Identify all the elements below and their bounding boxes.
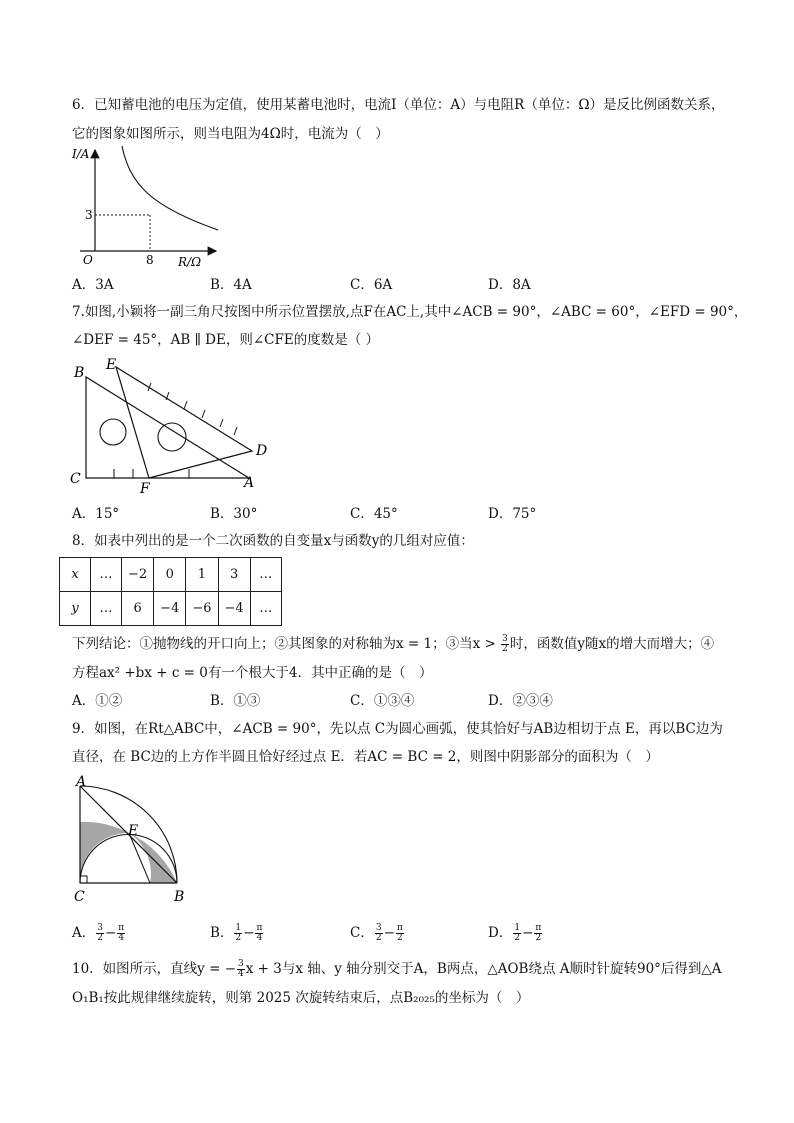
label-d: D bbox=[256, 443, 268, 459]
q7-option-b[interactable]: B．30° bbox=[210, 506, 258, 522]
table-cell: … bbox=[250, 558, 281, 592]
q8-option-a[interactable]: A．①② bbox=[72, 693, 123, 709]
q9-stem-line2: 直径，在 BC边的上方作半圆且恰好经过点 E．若AC = BC = 2，则图中阴影部分的面积为（ ） bbox=[72, 749, 659, 765]
q10-stem-line1 bbox=[72, 959, 722, 979]
q7-option-d[interactable]: D．75° bbox=[488, 506, 537, 522]
triangle-abc bbox=[86, 377, 249, 478]
q9-option-c[interactable]: C． $\frac{3}{2}$ − $\frac{\pi}{2}$ bbox=[350, 923, 403, 943]
label-e: E bbox=[128, 823, 139, 839]
q9-shaded-figure bbox=[66, 772, 196, 910]
q6-option-b[interactable]: B．4A bbox=[210, 277, 252, 293]
q8-option-b[interactable]: B．①③ bbox=[210, 693, 261, 709]
q7-stem-line2: ∠DEF = 45°，AB ∥ DE，则∠CFE的度数是（ ） bbox=[72, 332, 379, 348]
table-cell: … bbox=[91, 592, 122, 626]
table-cell: 6 bbox=[122, 592, 154, 626]
q7-option-a[interactable]: A．15° bbox=[72, 506, 120, 522]
q8-conclusions-part1: 下列结论：①抛物线的开口向上；②其图象的对称轴为x = 1；③当x > bbox=[72, 636, 501, 652]
table-cell: −6 bbox=[186, 592, 218, 626]
table-cell: −2 bbox=[122, 558, 154, 592]
q8-stem-line3: 方程ax² +bx + c = 0有一个根大于4．其中正确的是（ ） bbox=[72, 665, 433, 681]
q7-option-c[interactable]: C．45° bbox=[350, 506, 398, 522]
label-f: F bbox=[140, 481, 150, 495]
q7-stem-line1: 7.如图,小颖将一副三角尺按图中所示位置摆放,点F在AC上,其中∠ACB = 90°，∠ABC = 60°，∠EFD = 90°， bbox=[72, 304, 748, 320]
q8-conclusions-part2: 时，函数值y随x的增大而增大；④ bbox=[509, 636, 715, 652]
x-tick-label: 8 bbox=[146, 253, 154, 267]
q9-options bbox=[72, 923, 712, 943]
q9-option-a[interactable]: A． $\frac{3}{2}$ − $\frac{\pi}{4}$ bbox=[72, 923, 125, 943]
q7-options bbox=[72, 504, 712, 524]
q6-options bbox=[72, 275, 712, 295]
q9-option-b[interactable]: B． $\frac{1}{2}$ − $\frac{\pi}{4}$ bbox=[210, 923, 263, 943]
origin-label: O bbox=[83, 253, 93, 267]
q6-option-c[interactable]: C．6A bbox=[350, 277, 393, 293]
fraction-three-halves: $\frac{3}{2}$ bbox=[502, 634, 508, 654]
label-b: B bbox=[174, 889, 185, 905]
table-cell: −4 bbox=[218, 592, 250, 626]
table-cell: 3 bbox=[218, 558, 250, 592]
q10-stem-part2: x + 3与x 轴、y 轴分别交于A，B两点，△AOB绕点 A顺时针旋转90°后得到△A bbox=[245, 961, 722, 977]
table-row bbox=[60, 592, 282, 626]
table-cell: x bbox=[60, 558, 91, 592]
table-cell: −4 bbox=[154, 592, 186, 626]
q8-stem-line2 bbox=[72, 634, 714, 654]
q6-stem-line2: 它的图象如图所示，则当电阻为4Ω时，电流为（ ） bbox=[72, 126, 389, 142]
label-a: A bbox=[76, 774, 87, 790]
q10-stem-line2: O₁B₁按此规律继续旋转，则第 2025 次旋转结束后，点B₂₀₂₅的坐标为（ ） bbox=[72, 990, 530, 1006]
label-e: E bbox=[106, 357, 117, 373]
shaded-region-left bbox=[80, 822, 129, 883]
q6-option-d[interactable]: D．8A bbox=[488, 277, 531, 293]
q8-option-d[interactable]: D．②③④ bbox=[488, 693, 553, 709]
q6-inverse-graph bbox=[70, 144, 220, 272]
q9-option-d[interactable]: D． $\frac{1}{2}$ − $\frac{\pi}{2}$ bbox=[488, 923, 542, 943]
hyperbola-curve bbox=[122, 146, 218, 230]
label-b: B bbox=[74, 365, 85, 381]
q10-stem-part1: 10．如图所示，直线y = − bbox=[72, 961, 237, 977]
q9-stem-line1: 9．如图，在Rt△ABC中，∠ACB = 90°，先以点 C为圆心画弧，使其恰好与AB边相切于点 E，再以BC边为 bbox=[72, 721, 723, 737]
table-cell: 1 bbox=[186, 558, 218, 592]
label-c: C bbox=[74, 889, 85, 905]
q8-value-table bbox=[59, 557, 282, 626]
y-tick-label: 3 bbox=[85, 208, 93, 222]
label-a: A bbox=[244, 475, 255, 491]
q6-stem-line1: 6．已知蓄电池的电压为定值，使用某蓄电池时，电流I（单位：A）与电阻R（单位：Ω）是反比例函数关系， bbox=[72, 97, 725, 113]
table-cell: y bbox=[60, 592, 91, 626]
table-cell: … bbox=[250, 592, 281, 626]
q7-triangle-figure bbox=[66, 355, 276, 495]
y-axis-label: I/A bbox=[72, 147, 90, 161]
table-cell: 0 bbox=[154, 558, 186, 592]
table-cell: … bbox=[91, 558, 122, 592]
table-row bbox=[60, 558, 282, 592]
q8-stem-line1: 8．如表中列出的是一个二次函数的自变量x与函数y的几组对应值： bbox=[72, 533, 474, 549]
x-axis-label: R/Ω bbox=[178, 255, 202, 269]
triangle-efd bbox=[116, 367, 252, 478]
q8-options bbox=[72, 691, 712, 711]
label-c: C bbox=[70, 471, 81, 487]
q6-option-a[interactable]: A．3A bbox=[72, 277, 114, 293]
q8-option-c[interactable]: C．①③④ bbox=[350, 693, 415, 709]
fraction-three-quarters: $\frac{3}{4}$ bbox=[238, 959, 244, 979]
